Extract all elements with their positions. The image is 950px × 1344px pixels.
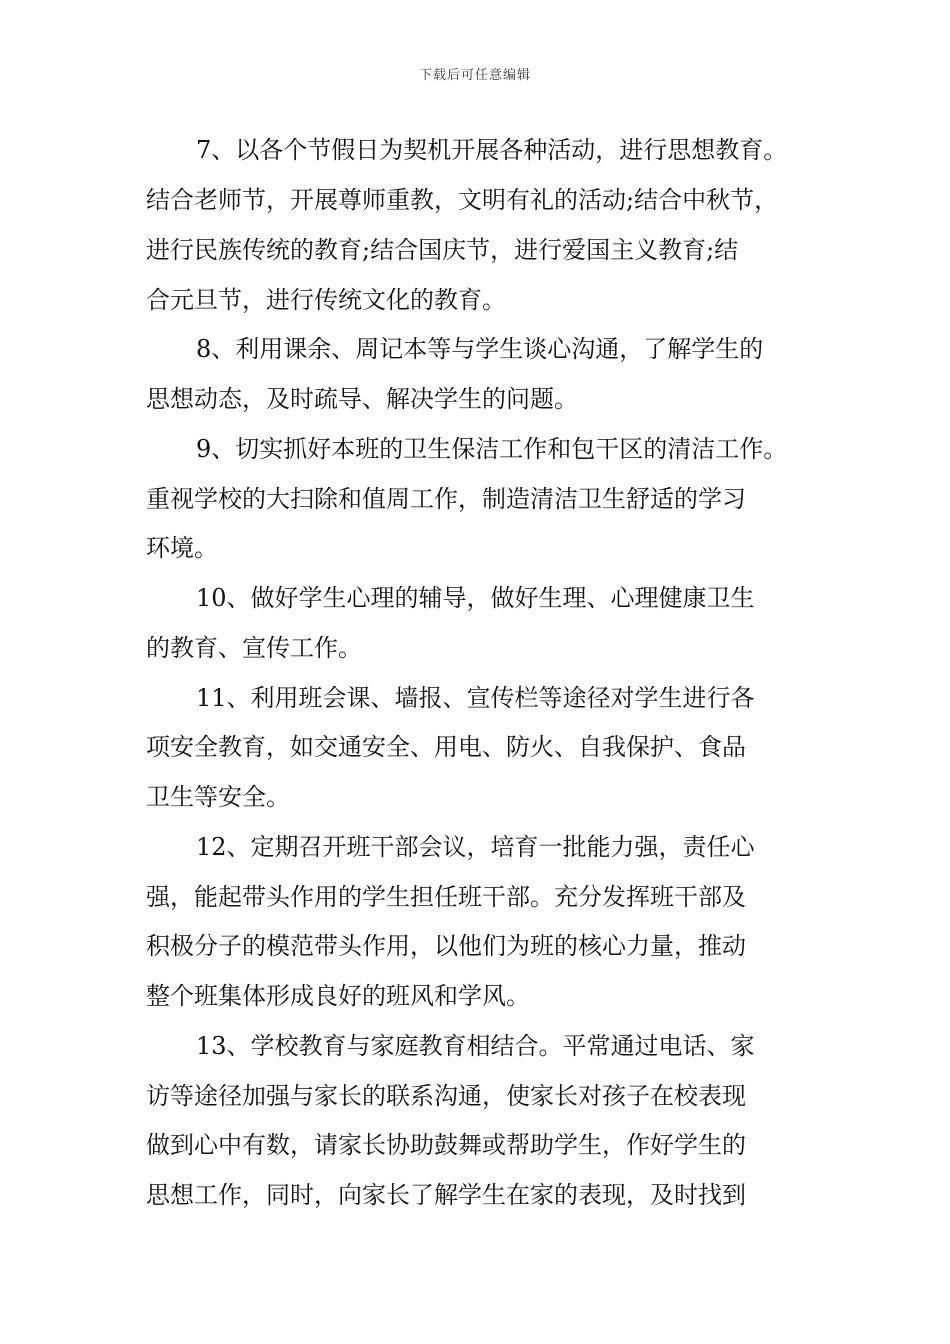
paragraph-8-line-2: 思想动态，及时疏导、解决学生的问题。 [146, 385, 578, 413]
paragraph-12-line-3: 积极分子的模范带头作用，以他们为班的核心力量，推动 [146, 932, 746, 960]
paragraph-9-line-3: 环境。 [146, 534, 218, 562]
paragraph-7-line-2: 结合老师节，开展尊师重教，文明有礼的活动;结合中秋节， [146, 186, 779, 214]
paragraph-13-line-3: 做到心中有数，请家长协助鼓舞或帮助学生，作好学生的 [146, 1131, 746, 1159]
paragraph-7-line-3: 进行民族传统的教育;结合国庆节，进行爱国主义教育;结 [146, 236, 739, 264]
paragraph-13-line-4: 思想工作，同时，向家长了解学生在家的表现，及时找到 [146, 1181, 746, 1209]
paragraph-13-line-1: 13、学校教育与家庭教育相结合。平常通过电话、家 [196, 1032, 755, 1060]
paragraph-12-line-2: 强，能起带头作用的学生担任班干部。充分发挥班干部及 [146, 883, 746, 911]
paragraph-12-line-1: 12、定期召开班干部会议，培育一批能力强，责任心 [196, 833, 755, 861]
paragraph-12-line-4: 整个班集体形成良好的班风和学风。 [146, 982, 530, 1010]
paragraph-11-line-2: 项安全教育，如交通安全、用电、防火、自我保护、食品 [146, 733, 746, 761]
page-header: 下载后可任意编辑 [418, 68, 531, 83]
paragraph-11-line-1: 11、利用班会课、墙报、宣传栏等途径对学生进行各 [196, 684, 755, 712]
paragraph-13-line-2: 访等途径加强与家长的联系沟通，使家长对孩子在校表现 [146, 1082, 746, 1110]
paragraph-7-line-4: 合元旦节，进行传统文化的教育。 [146, 286, 506, 314]
paragraph-10-line-1: 10、做好学生心理的辅导，做好生理、心理健康卫生 [196, 584, 755, 612]
paragraph-7-line-1: 7、以各个节假日为契机开展各种活动，进行思想教育。 [196, 136, 788, 164]
paragraph-9-line-2: 重视学校的大扫除和值周工作，制造清洁卫生舒适的学习 [146, 485, 746, 513]
paragraph-11-line-3: 卫生等安全。 [146, 783, 290, 811]
paragraph-10-line-2: 的教育、宣传工作。 [146, 634, 362, 662]
paragraph-8-line-1: 8、利用课余、周记本等与学生谈心沟通，了解学生的 [196, 335, 764, 363]
paragraph-9-line-1: 9、切实抓好本班的卫生保洁工作和包干区的清洁工作。 [196, 435, 788, 463]
